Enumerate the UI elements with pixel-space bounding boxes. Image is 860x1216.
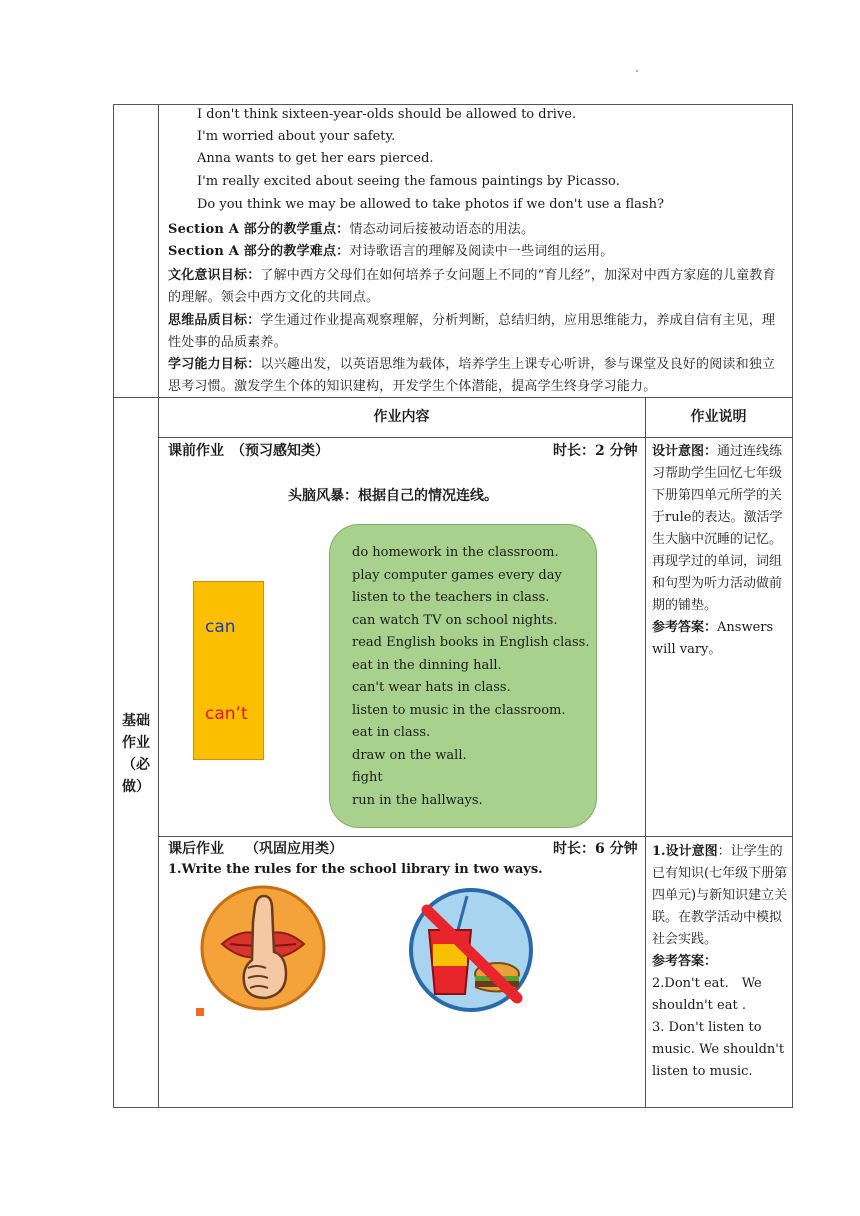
- can-cant-box: [193, 581, 264, 760]
- teaching-difficulty-label: Section A 部分的教学难点：: [168, 244, 350, 259]
- teaching-focus-text: 情态动词后接被动语态的用法。: [349, 222, 535, 237]
- header-content: 作业内容: [373, 409, 430, 425]
- row-divider-2: [158, 836, 793, 837]
- learning-goal: [168, 354, 788, 398]
- label-column-border: [158, 104, 159, 1108]
- preclass-answer-text: Answers will vary。: [652, 620, 774, 657]
- thinking-goal: [168, 310, 788, 354]
- sentence-4: I'm really excited about seeing the famous paintings by Picasso.: [197, 174, 620, 189]
- postclass-answer-1: 2.Don't eat. We shouldn't eat .: [652, 976, 762, 1013]
- learning-goal-text: 以兴趣出发，以英语思维为载体，培养学生上课专心听讲，参与课堂及良好的阅读和独立思考习惯。激发学生个体的知识建构，开发学生个体潜能，提高学生终身学习能力。: [168, 357, 776, 394]
- header-divider: [158, 437, 793, 438]
- preclass-note-label: 设计意图：: [652, 444, 718, 459]
- table-bottom-border: [113, 1107, 793, 1108]
- phrase-item: can't wear hats in class.: [352, 680, 511, 695]
- row-label-line-3: （必: [122, 757, 150, 773]
- phrase-item: do homework in the classroom.: [352, 545, 559, 560]
- row-label-line-1: 基础: [122, 713, 150, 729]
- preclass-answer-label: 参考答案：: [652, 620, 718, 635]
- row-label-line-4: 做）: [122, 779, 150, 795]
- sentence-1: I don't think sixteen-year-olds should be allowed to drive.: [197, 107, 577, 122]
- phrase-item: listen to music in the classroom.: [352, 702, 566, 718]
- notes-column-border: [645, 397, 646, 1108]
- phrase-item: eat in class.: [352, 725, 431, 740]
- header-notes: 作业说明: [690, 409, 747, 425]
- phrase-item: fight: [352, 770, 383, 785]
- postclass-note: [652, 841, 788, 1083]
- phrase-item: listen to the teachers in class.: [352, 590, 550, 605]
- quiet-gesture-icon: [196, 882, 336, 1017]
- culture-goal: [168, 265, 788, 309]
- culture-goal-label: 文化意识目标：: [168, 268, 261, 283]
- row-label: [114, 710, 158, 798]
- cant-label: can’t: [205, 704, 248, 724]
- postclass-duration: 时长：6 分钟: [553, 841, 638, 857]
- preclass-duration: 时长：2 分钟: [553, 443, 638, 459]
- phrase-item: run in the hallways.: [352, 792, 483, 808]
- sentence-2: I'm worried about your safety.: [197, 129, 396, 144]
- can-label: can: [205, 617, 236, 637]
- teaching-focus: [168, 219, 788, 241]
- phrase-item: eat in the dinning hall.: [352, 657, 502, 673]
- row-label-line-2: 作业: [122, 735, 150, 751]
- preclass-title: 课前作业 （预习感知类）: [168, 443, 329, 459]
- postclass-title: 课后作业 （巩固应用类）: [168, 841, 343, 857]
- preclass-note-text: 通过连线练习帮助学生回忆七年级下册第四单元所学的关于rule的表达。激活学生大脑中沉睡的记忆。再现学过的单词，词组和句型为听力活动做前期的铺垫。: [652, 444, 783, 613]
- thinking-goal-text: 学生通过作业提高观察理解，分析判断，总结归纳，应用思维能力，养成自信有主见，理性处事的品质素养。: [168, 313, 776, 350]
- no-food-drink-icon: [395, 882, 547, 1017]
- page-dot: [636, 70, 638, 72]
- table-right-border: [792, 104, 793, 1108]
- postclass-note-text: ：让学生的已有知识(七年级下册第四单元)与新知识建立关联。在教学活动中模拟社会实践。: [652, 844, 788, 947]
- teaching-focus-label: Section A 部分的教学重点：: [168, 222, 350, 237]
- phrase-item: play computer games every day: [352, 567, 562, 583]
- postclass-task: 1.Write the rules for the school library in two ways.: [168, 862, 543, 877]
- sentence-3: Anna wants to get her ears pierced.: [197, 151, 434, 166]
- learning-goal-label: 学习能力目标：: [168, 357, 261, 372]
- phrase-item: read English books in English class.: [352, 635, 590, 650]
- sentence-5: Do you think we may be allowed to take photos if we don't use a flash?: [197, 197, 664, 212]
- preclass-instruction: 头脑风暴：根据自己的情况连线。: [288, 488, 498, 504]
- postclass-answer-label: 参考答案：: [652, 954, 718, 969]
- teaching-difficulty-text: 对诗歌语言的理解及阅读中一些词组的运用。: [349, 244, 614, 259]
- phrase-item: can watch TV on school nights.: [352, 612, 558, 628]
- table-left-border: [113, 104, 114, 1108]
- thinking-goal-label: 思维品质目标：: [168, 313, 261, 328]
- culture-goal-text: 了解中西方父母们在如何培养子女问题上不同的“育儿经”，加深对中西方家庭的儿童教育的理解。领会中西方文化的共同点。: [168, 268, 776, 305]
- postclass-answer-2: 3. Don't listen to music. We shouldn't listen to music.: [652, 1020, 785, 1079]
- table-top-border: [113, 104, 793, 105]
- phrase-item: draw on the wall.: [352, 747, 467, 763]
- teaching-difficulty: [168, 241, 788, 263]
- preclass-note: [652, 441, 788, 661]
- postclass-note-label: 1.设计意图: [652, 844, 718, 859]
- phrase-list: [352, 542, 589, 812]
